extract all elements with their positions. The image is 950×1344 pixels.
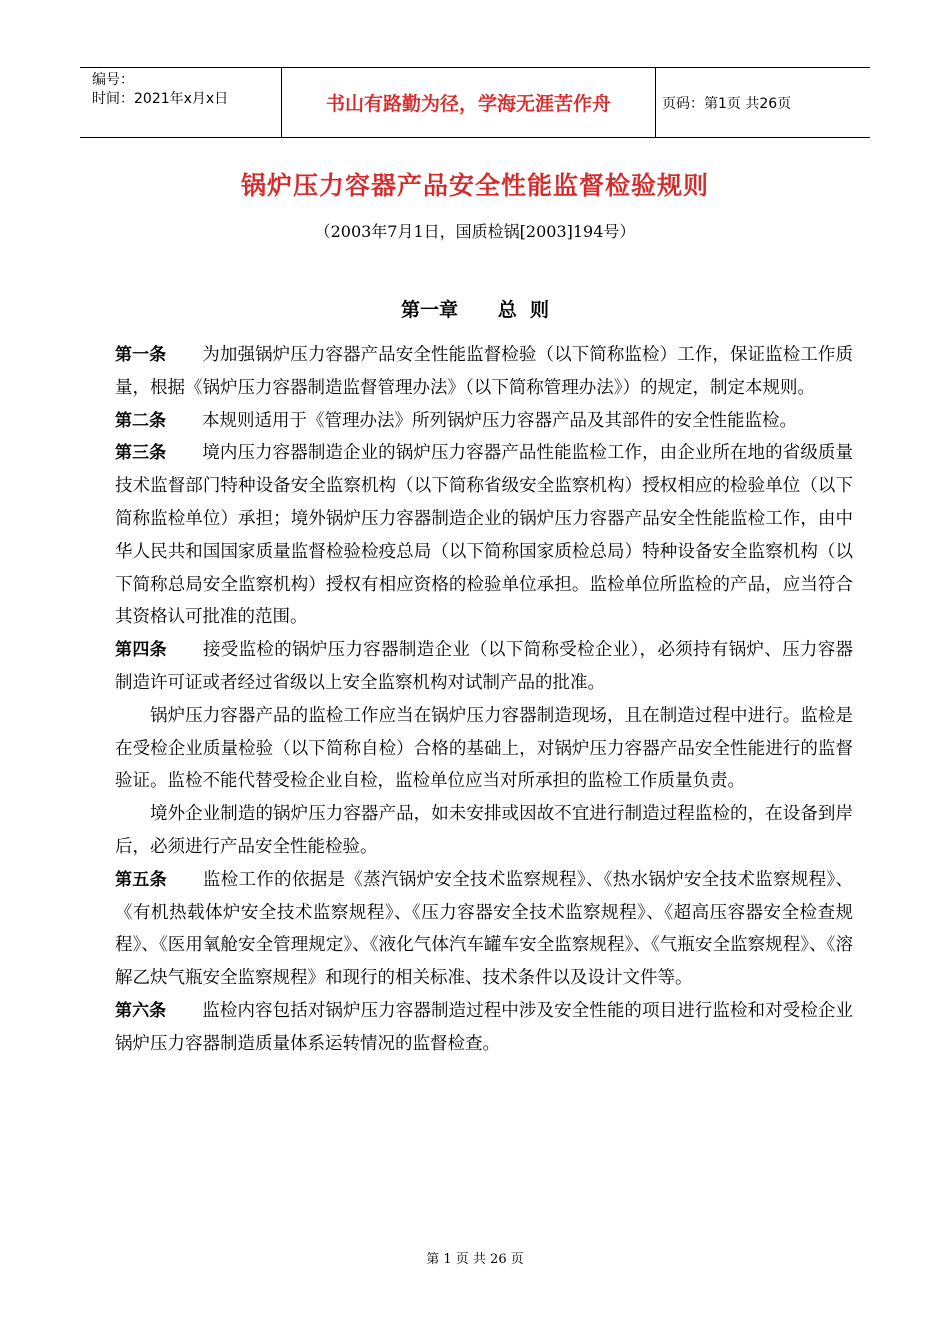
article-label: 第三条 [115, 443, 167, 464]
article-text: 境外企业制造的锅炉压力容器产品，如未安排或因故不宜进行制造过程监检的，在设备到岸后，必须进行产品安全性能检验。 [115, 804, 853, 857]
article-5 [115, 864, 853, 995]
article-2 [115, 405, 853, 438]
article-text: 本规则适用于《管理办法》所列锅炉压力容器产品及其部件的安全性能监检。 [202, 410, 797, 431]
article-text: 监检内容包括对锅炉压力容器制造过程中涉及安全性能的项目进行监检和对受检企业锅炉压力容器制造质量体系运转情况的监督检查。 [115, 1000, 854, 1054]
article-text: 为加强锅炉压力容器产品安全性能监督检验（以下简称监检）工作，保证监检工作质量，根据《锅炉压力容器制造监督管理办法》（以下简称管理办法》）的规定，制定本规则。 [115, 345, 854, 398]
article-label: 第二条 [115, 410, 166, 431]
page-footer: 第 1 页 共 26 页 [426, 1252, 524, 1267]
article-label: 第五条 [115, 869, 167, 890]
header-meta [80, 68, 281, 137]
article-label: 第四条 [115, 640, 167, 661]
article-text: 接受监检的锅炉压力容器制造企业（以下简称受检企业），必须持有锅炉、压力容器制造许可证或者经过省级以上安全监察机构对试制产品的批准。 [115, 640, 854, 693]
page-header [80, 67, 870, 138]
article-text: 监检工作的依据是《蒸汽锅炉安全技术监察规程》、《热水锅炉安全技术监察规程》、《有机热载体炉安全技术监察规程》、《压力容器安全技术监察规程》、《超高压容器安全检查规程》、《医用氧舱安全管理规定》、《液化气体汽车罐车安全监察规程》、《气瓶安全监察规程》、《溶解乙炔气瓶安全监察规程》和现行的相关标准、技术条件以及设计文件等。 [115, 869, 854, 989]
document-subtitle: （2003年7月1日，国质检锅[2003]194号） [314, 222, 636, 241]
article-text: 锅炉压力容器产品的监检工作应当在锅炉压力容器制造现场，且在制造过程中进行。监检是在受检企业质量检验（以下简称自检）合格的基础上，对锅炉压力容器产品安全性能进行的监督验证。监检不能代替受检企业自检，监检单位应当对所承担的监检工作质量负责。 [115, 705, 853, 792]
document-body [115, 339, 853, 1061]
article-text: 境内压力容器制造企业的锅炉压力容器产品性能监检工作，由企业所在地的省级质量技术监督部门特种设备安全监察机构（以下简称省级安全监察机构）授权相应的检验单位（以下简称监检单位）承担；境外锅炉压力容器制造企业的锅炉压力容器产品安全性能监检工作，由中华人民共和国国家质量监督检验检疫总局（以下简称国家质检总局）特种设备安全监察机构（以下简称总局安全监察机构）授权有相应资格的检验单位承担。监检单位所监检的产品，应当符合其资格认可批准的范围。 [115, 443, 854, 628]
article-4-paragraph-2 [115, 700, 853, 798]
document-title: 锅炉压力容器产品安全性能监督检验规则 [240, 171, 709, 200]
article-4-paragraph-3 [115, 798, 853, 864]
document-number: 编号： [92, 72, 134, 88]
article-6 [115, 995, 853, 1061]
article-label: 第六条 [115, 1000, 167, 1021]
article-3 [115, 437, 853, 634]
header-motto: 书山有路勤为径，学海无涯苦作舟 [281, 68, 656, 137]
chapter-heading: 第一章 总 则 [401, 299, 549, 321]
article-4 [115, 634, 853, 700]
article-1 [115, 339, 853, 405]
document-date: 时间：2021年x月x日 [92, 91, 229, 107]
header-page-info: 页码：第1页 共26页 [662, 95, 792, 112]
article-label: 第一条 [115, 345, 167, 365]
